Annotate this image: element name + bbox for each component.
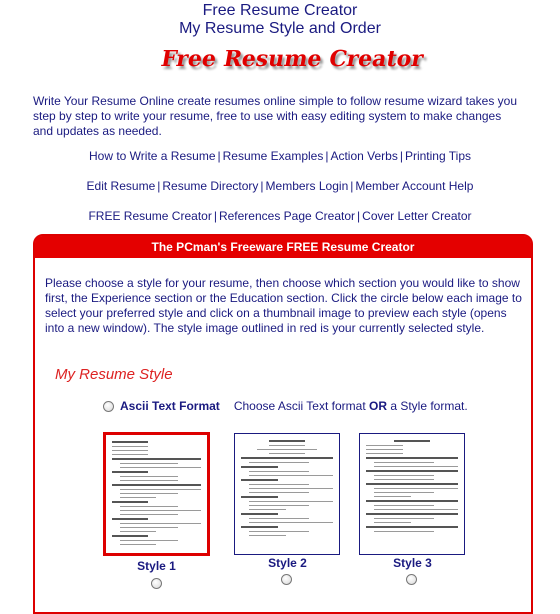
ascii-format-radio[interactable] [103, 401, 114, 412]
style-3-label: Style 3 [393, 556, 432, 570]
nav-row-2 [0, 179, 560, 193]
nav-separator: | [350, 179, 354, 193]
nav-link-resume-directory[interactable]: Resume Directory [162, 179, 259, 193]
ascii-format-label: Ascii Text Format [120, 399, 220, 413]
nav-separator: | [217, 149, 221, 163]
nav-row-3 [0, 209, 560, 223]
page-title: Free Resume Creator [202, 2, 358, 19]
nav-link-member-account-help[interactable]: Member Account Help [355, 179, 474, 193]
ascii-help-pre: Choose Ascii Text format [233, 399, 369, 413]
nav-separator: | [157, 179, 161, 193]
nav-link-printing-tips[interactable]: Printing Tips [404, 149, 471, 163]
ascii-option-row [103, 399, 468, 413]
site-logo[interactable]: Free Resume Creator [158, 46, 426, 72]
style-2-thumbnail[interactable] [234, 433, 340, 555]
panel-heading: The PCman's Freeware FREE Resume Creator [35, 236, 531, 258]
panel-instructions: Please choose a style for your resume, then choose which section you would like to show first, the Experience section or the Education section. Click the circle below each image to select your preferred style and click on a thumbnail image to preview each style (opens into a new window). The style image outlined in red is your currently selected style. [45, 276, 522, 335]
nav-link-cover-letter-creator[interactable]: Cover Letter Creator [362, 209, 472, 223]
ascii-help-or: OR [368, 399, 387, 413]
style-3-radio[interactable] [406, 574, 417, 585]
style-1-label: Style 1 [137, 559, 176, 573]
style-2-preview [241, 440, 333, 539]
style-1-thumbnail[interactable] [103, 432, 210, 556]
nav-link-edit-resume[interactable]: Edit Resume [86, 179, 156, 193]
style-2-radio[interactable] [281, 574, 292, 585]
style-1-preview [112, 441, 201, 548]
resume-creator-panel [33, 234, 533, 614]
nav-link-action-verbs[interactable]: Action Verbs [330, 149, 398, 163]
style-3-preview [366, 440, 458, 535]
ascii-help-post: a Style format. [386, 399, 468, 413]
nav-separator: | [357, 209, 361, 223]
nav-link-resume-examples[interactable]: Resume Examples [222, 149, 324, 163]
nav-separator: | [325, 149, 329, 163]
ascii-help-text [234, 399, 468, 413]
intro-text: Write Your Resume Online create resumes online simple to follow resume wizard takes you step by step to write your resume, free to use with easy editing system to make changes and updates as needed. [33, 94, 517, 138]
nav-separator: | [399, 149, 403, 163]
section-title: My Resume Style [55, 366, 173, 383]
style-3-thumbnail[interactable] [359, 433, 465, 555]
nav-link-references-page-creator[interactable]: References Page Creator [218, 209, 356, 223]
nav-separator: | [260, 179, 264, 193]
nav-link-free-resume-creator[interactable]: FREE Resume Creator [88, 209, 212, 223]
style-2-label: Style 2 [268, 556, 307, 570]
nav-separator: | [213, 209, 217, 223]
nav-link-members-login[interactable]: Members Login [265, 179, 349, 193]
nav-link-how-to-write[interactable]: How to Write a Resume [89, 149, 216, 163]
page-subtitle: My Resume Style and Order [179, 20, 381, 37]
nav-row-1 [0, 149, 560, 163]
style-1-radio[interactable] [151, 578, 162, 589]
